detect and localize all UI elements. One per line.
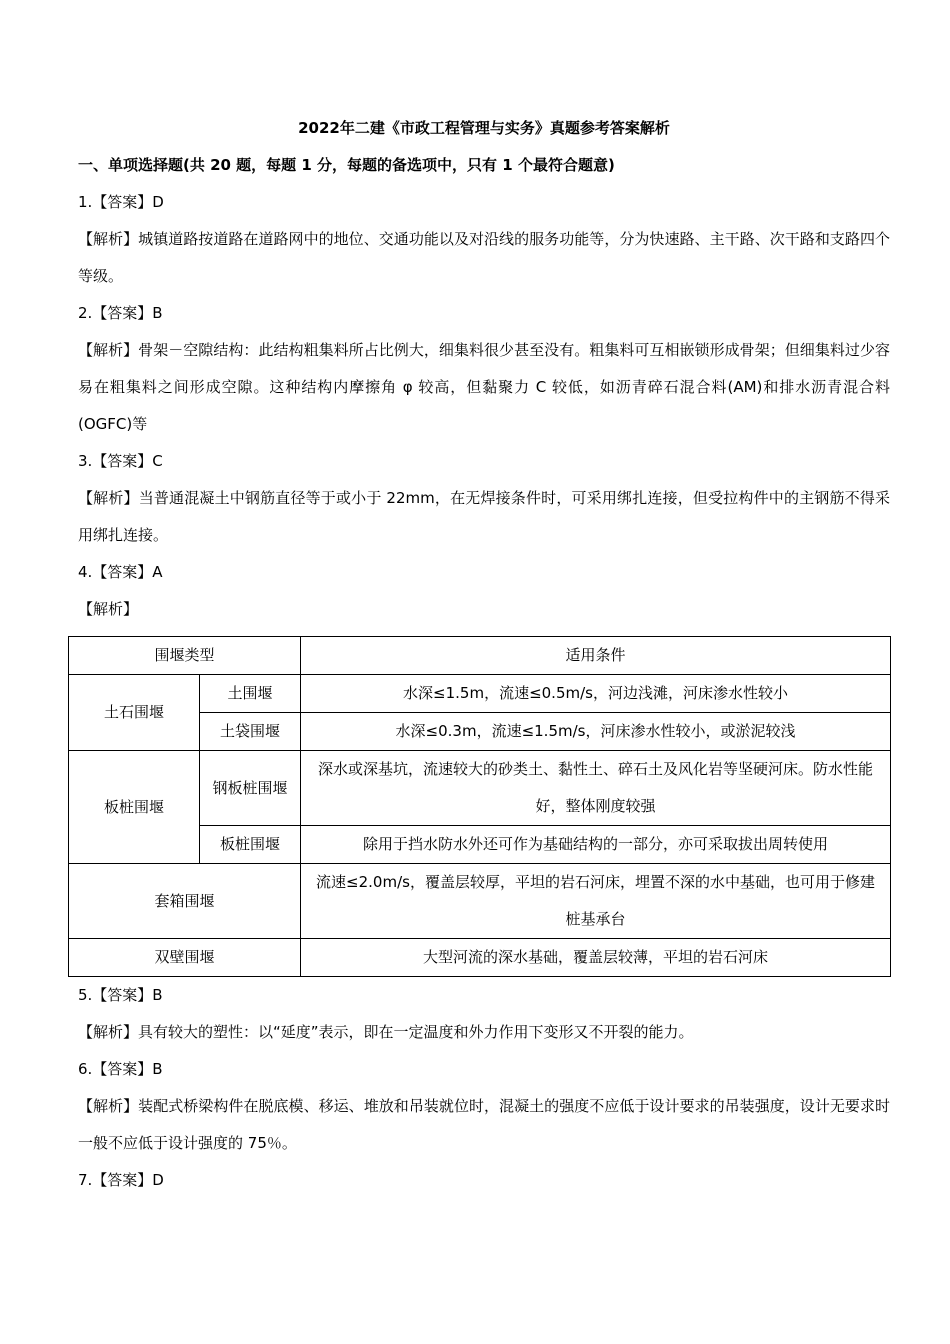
q6-analysis: 【解析】装配式桥梁构件在脱底模、移运、堆放和吊装就位时，混凝土的强度不应低于设计要求的吊装强度，设计无要求时一般不应低于设计强度的 75％。 [78,1097,890,1152]
table-header-cell: 围堰类型 [69,637,301,675]
table-cell: 板桩围堰 [200,826,301,864]
table-cell: 土袋围堰 [200,713,301,751]
table-cell: 大型河流的深水基础，覆盖层较薄，平坦的岩石河床 [301,939,891,977]
table-header-row [69,637,891,675]
table-cell: 水深≤1.5m，流速≤0.5m/s，河边浅滩，河床渗水性较小 [301,675,891,713]
q1-analysis: 【解析】城镇道路按道路在道路网中的地位、交通功能以及对沿线的服务功能等，分为快速路、主干路、次干路和支路四个等级。 [78,230,890,285]
table-cell: 双壁围堰 [69,939,301,977]
q5-analysis: 【解析】具有较大的塑性：以“延度”表示，即在一定温度和外力作用下变形又不开裂的能力。 [78,1023,694,1041]
table-cell: 流速≤2.0m/s，覆盖层较厚，平坦的岩石河床，埋置不深的水中基础，也可用于修建桩基承台 [301,864,891,939]
table-group-cell: 板桩围堰 [69,751,200,864]
q3-analysis: 【解析】当普通混凝土中钢筋直径等于或小于 22mm，在无焊接条件时，可采用绑扎连接，但受拉构件中的主钢筋不得采用绑扎连接。 [78,489,890,544]
table-row [69,675,891,713]
table-cell: 套箱围堰 [69,864,301,939]
q2-answer: 2.【答案】B [78,304,163,322]
table-row [69,864,891,939]
q3-answer: 3.【答案】C [78,452,163,470]
table-cell: 土围堰 [200,675,301,713]
table-cell: 除用于挡水防水外还可作为基础结构的一部分，亦可采取拔出周转使用 [301,826,891,864]
table-cell: 水深≤0.3m，流速≤1.5m/s，河床渗水性较小，或淤泥较浅 [301,713,891,751]
q4-analysis-label: 【解析】 [78,600,139,618]
document-page [78,118,890,1207]
table-cell: 钢板桩围堰 [200,751,301,826]
page-title: 2022年二建《市政工程管理与实务》真题参考答案解析 [298,119,670,137]
table-cell: 深水或深基坑，流速较大的砂类土、黏性土、碎石土及风化岩等坚硬河床。防水性能好，整体刚度较强 [301,751,891,826]
table-header-cell: 适用条件 [301,637,891,675]
cofferdam-table [68,636,891,977]
section-heading: 一、单项选择题(共 20 题，每题 1 分，每题的备选项中，只有 1 个最符合题意) [78,156,615,174]
table-row [69,939,891,977]
q2-analysis: 【解析】骨架－空隙结构：此结构粗集料所占比例大，细集料很少甚至没有。粗集料可互相嵌锁形成骨架；但细集料过少容易在粗集料之间形成空隙。这种结构内摩擦角 φ 较高，但黏聚力 C 较低，如沥青碎石混合料(AM)和排水沥青混合料(OGFC)等 [78,341,890,433]
q6-answer: 6.【答案】B [78,1060,163,1078]
q7-answer: 7.【答案】D [78,1171,164,1189]
q4-answer: 4.【答案】A [78,563,163,581]
q5-answer: 5.【答案】B [78,986,163,1004]
q1-answer: 1.【答案】D [78,193,164,211]
table-group-cell: 土石围堰 [69,675,200,751]
table-row [69,751,891,826]
